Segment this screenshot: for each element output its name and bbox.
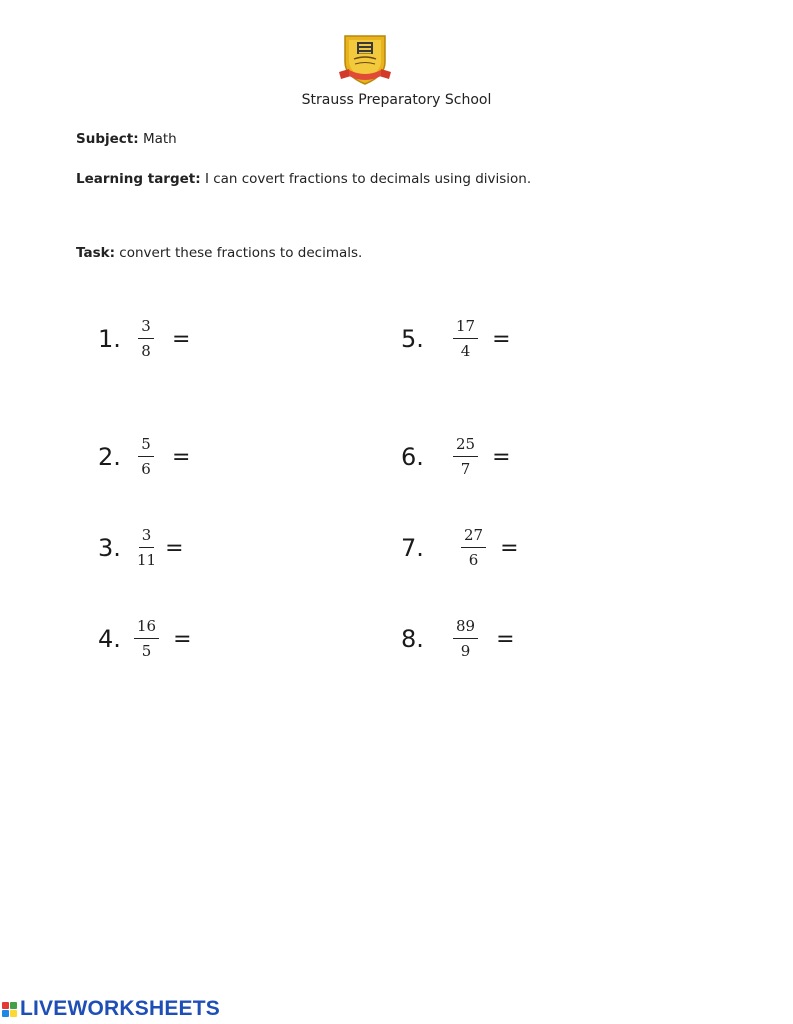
task-line [76,245,362,261]
subject-line [76,131,177,147]
problem-number: 4. [98,625,121,653]
denominator: 4 [460,342,471,360]
numerator: 25 [453,437,478,457]
equals-sign: = [165,535,184,561]
brand-square-blue [2,1010,9,1017]
problem-number: 2. [98,443,121,471]
numerator: 16 [134,619,159,639]
fraction [453,437,478,477]
numerator: 3 [138,319,154,339]
problem-number: 5. [401,325,424,353]
equals-sign: = [172,444,191,470]
problem-number: 8. [401,625,424,653]
denominator: 8 [141,342,151,360]
equals-sign: = [500,535,519,561]
task-label: Task: [76,245,115,261]
problem-6 [401,427,511,487]
equals-sign: = [173,626,192,652]
equals-sign: = [492,444,511,470]
equals-sign: = [492,326,511,352]
subject-label: Subject: [76,131,139,147]
numerator: 89 [453,619,478,639]
problem-number: 1. [98,325,121,353]
liveworksheets-brand-text: LIVEWORKSHEETS [20,997,220,1020]
brand-square-green [10,1002,17,1009]
numerator: 17 [453,319,478,339]
learning-target-label: Learning target: [76,171,201,187]
school-name: Strauss Preparatory School [301,92,492,108]
problem-number: 3. [98,534,121,562]
problem-number: 6. [401,443,424,471]
denominator: 11 [137,551,157,569]
problem-7 [401,518,519,578]
denominator: 5 [141,642,152,660]
numerator: 5 [138,437,154,457]
fraction [134,619,159,659]
problem-1 [98,309,190,369]
subject-value: Math [142,131,177,147]
denominator: 6 [468,551,479,569]
problem-number: 7. [401,534,424,562]
learning-target-line [76,171,531,187]
fraction [453,619,478,659]
fraction [461,528,486,568]
problem-4 [98,609,192,669]
numerator: 3 [139,528,155,548]
problem-2 [98,427,190,487]
learning-target-value: I can covert fractions to decimals using division. [204,171,532,187]
liveworksheets-logo[interactable] [2,996,220,1022]
fraction [134,319,158,359]
denominator: 6 [141,460,151,478]
problem-3 [98,518,184,578]
liveworksheets-squares-icon [2,1002,17,1017]
fraction [134,528,159,568]
brand-square-red [2,1002,9,1009]
denominator: 7 [460,460,471,478]
brand-square-yellow [10,1010,17,1017]
task-value: convert these fractions to decimals. [119,245,363,261]
denominator: 9 [460,642,471,660]
fraction [453,319,478,359]
numerator: 27 [461,528,486,548]
problem-5 [401,309,511,369]
fraction [134,437,158,477]
equals-sign: = [172,326,191,352]
problem-8 [401,609,515,669]
equals-sign: = [496,626,515,652]
school-crest-icon [337,32,393,88]
